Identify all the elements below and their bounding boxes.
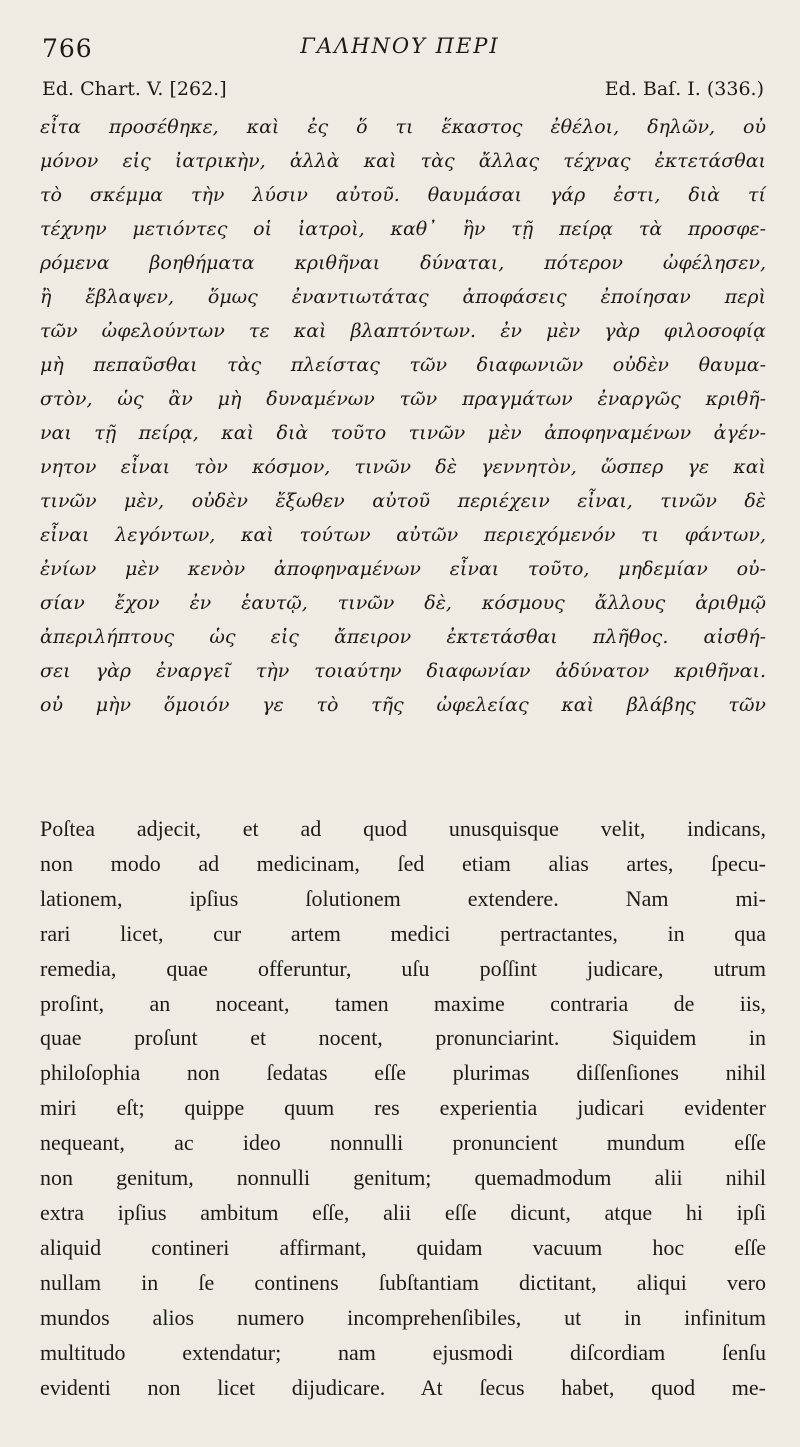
latin-line: nullam in ſe continens ſubſtantiam dictitant, aliqui vero xyxy=(40,1269,766,1295)
latin-line: proſint, an noceant, tamen maxime contraria de iis, xyxy=(40,990,766,1016)
greek-line: ρόμενα βοηθήματα κριθῆναι δύναται, πότερον ὠφέλησεν, xyxy=(40,252,766,274)
latin-line: Poſtea adjecit, et ad quod unusquisque velit, indicans, xyxy=(40,816,766,841)
greek-line: τὸ σκέμμα τὴν λύσιν αὐτοῦ. θαυμάσαι γάρ ἐστι, διὰ τί xyxy=(40,184,766,206)
greek-line: ἐνίων μὲν κενὸν ἀποφηναμένων εἶναι τοῦτο, μηδεμίαν οὐ- xyxy=(40,558,766,580)
latin-line: quae proſunt et nocent, pronunciarint. Siquidem in xyxy=(40,1025,766,1051)
latin-line: mundos alios numero incomprehenſibiles, ut in infinitum xyxy=(40,1304,766,1330)
greek-line: μόνον εἰς ἰατρικὴν, ἀλλὰ καὶ τὰς ἄλλας τέχνας ἐκτετάσθαι xyxy=(40,150,766,172)
latin-line: non genitum, nonnulli genitum; quemadmodum alii nihil xyxy=(40,1165,766,1191)
greek-line: τῶν ὠφελούντων τε καὶ βλαπτόντων. ἐν μὲν γὰρ φιλοσοφίᾳ xyxy=(40,320,766,342)
greek-line: στὸν, ὡς ἂν μὴ δυναμένων τῶν πραγμάτων ἐναργῶς κριθῆ- xyxy=(40,388,766,410)
running-title: ΓΑΛΗΝΟΥ ΠΕΡΙ xyxy=(300,34,500,58)
greek-line: εἶναι λεγόντων, καὶ τούτων αὐτῶν περιεχόμενόν τι φάντων, xyxy=(40,524,766,546)
latin-line: aliquid contineri affirmant, quidam vacuum hoc eſſe xyxy=(40,1234,766,1260)
latin-line: remedia, quae offeruntur, uſu poſſint judicare, utrum xyxy=(40,955,766,981)
greek-line: τινῶν μὲν, οὐδὲν ἔξωθεν αὐτοῦ περιέχειν εἶναι, τινῶν δὲ xyxy=(40,490,766,512)
greek-line: σει γὰρ ἐναργεῖ τὴν τοιαύτην διαφωνίαν ἀδύνατον κριθῆναι. xyxy=(40,660,766,682)
latin-line: miri eſt; quippe quum res experientia judicari evidenter xyxy=(40,1095,766,1121)
greek-line: εἶτα προσέθηκε, καὶ ἐς ὅ τι ἕκαστος ἐθέλοι, δηλῶν, οὐ xyxy=(40,116,766,138)
greek-line: σίαν ἔχον ἐν ἑαυτῷ, τινῶν δὲ, κόσμους ἄλλους ἀριθμῷ xyxy=(40,592,766,614)
page-number: 766 xyxy=(42,34,93,63)
greek-line: ἢ ἔβλαψεν, ὅμως ἐναντιωτάτας ἀποφάσεις ἐποίησαν περὶ xyxy=(40,286,766,308)
greek-line: ναι τῇ πείρᾳ, καὶ διὰ τοῦτο τινῶν μὲν ἀποφηναμένων ἀγέν- xyxy=(40,422,766,444)
latin-line: lationem, ipſius ſolutionem extendere. Nam mi- xyxy=(40,885,766,911)
greek-line: μὴ πεπαῦσθαι τὰς πλείστας τῶν διαφωνιῶν οὐδὲν θαυμα- xyxy=(40,354,766,376)
edition-reference-right: Ed. Baſ. I. (336.) xyxy=(604,78,764,100)
edition-reference-left: Ed. Chart. V. [262.] xyxy=(42,78,227,100)
latin-line: rari licet, cur artem medici pertractantes, in qua xyxy=(40,920,766,946)
latin-line: multitudo extendatur; nam ejusmodi diſcordiam ſenſu xyxy=(40,1339,766,1365)
latin-line: non modo ad medicinam, ſed etiam alias artes, ſpecu- xyxy=(40,850,766,876)
latin-line: evidenti non licet dijudicare. At ſecus habet, quod me- xyxy=(40,1374,766,1400)
latin-translation-block xyxy=(40,812,766,1405)
greek-line: ἀπεριλήπτους ὡς εἰς ἄπειρον ἐκτετάσθαι πλῆθος. αἰσθή- xyxy=(40,626,766,648)
greek-line: νητον εἶναι τὸν κόσμον, τινῶν δὲ γεννητὸν, ὥσπερ γε καὶ xyxy=(40,456,766,478)
greek-text-block xyxy=(40,110,766,722)
greek-line: τέχνην μετιόντες οἱ ἰατροὶ, καθ᾽ ἣν τῇ πείρᾳ τὰ προσφε- xyxy=(40,218,766,240)
latin-line: nequeant, ac ideo nonnulli pronuncient mundum eſſe xyxy=(40,1130,766,1156)
greek-line: οὐ μὴν ὅμοιόν γε τὸ τῆς ὠφελείας καὶ βλάβης τῶν xyxy=(40,694,766,716)
latin-line: extra ipſius ambitum eſſe, alii eſſe dicunt, atque hi ipſi xyxy=(40,1199,766,1225)
latin-line: philoſophia non ſedatas eſſe plurimas diſſenſiones nihil xyxy=(40,1060,766,1086)
